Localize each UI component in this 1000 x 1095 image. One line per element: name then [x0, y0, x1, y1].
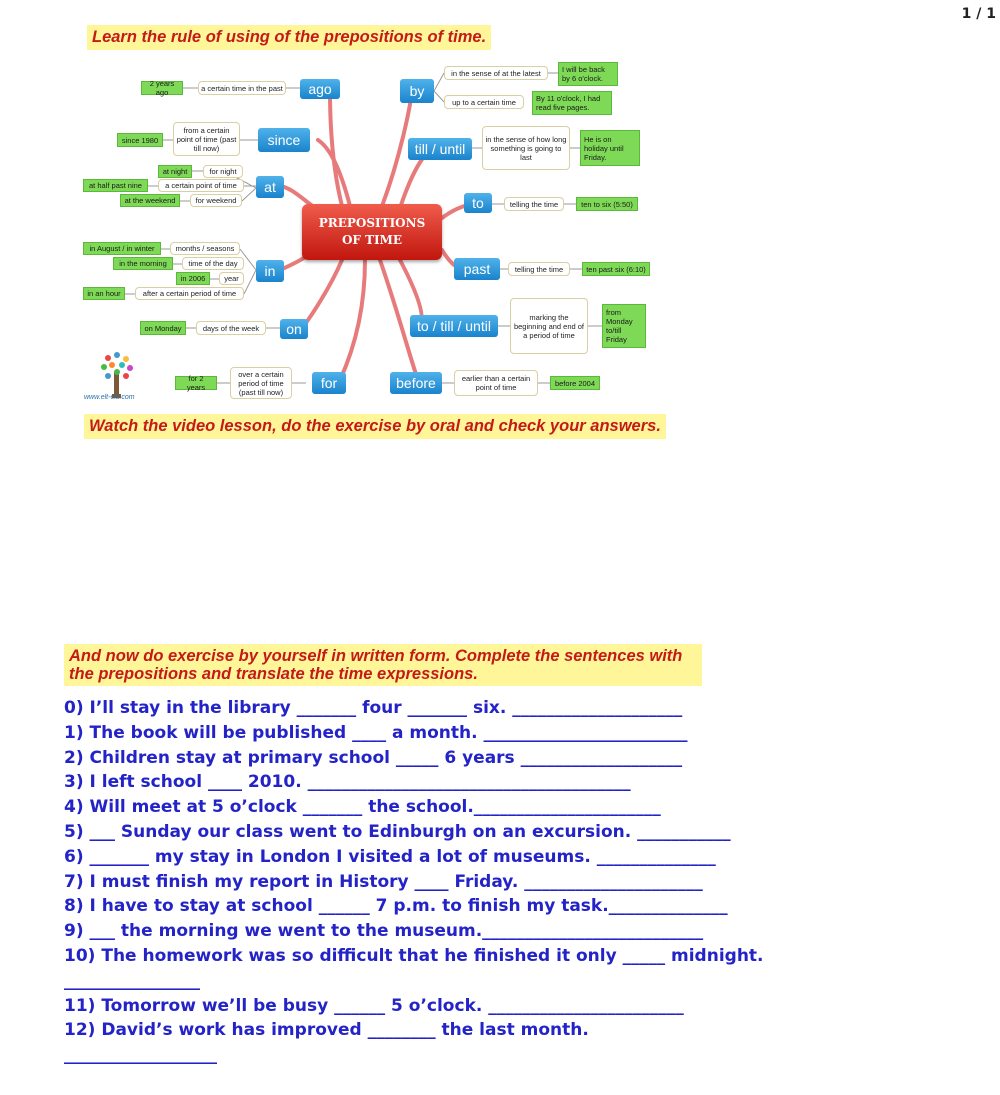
- till-until-desc: in the sense of how long something is going to last: [482, 126, 570, 170]
- to-till-until-example: from Monday to/till Friday: [602, 304, 646, 348]
- exercise-line: 10) The homework was so difficult that he finished it only _____ midnight.: [64, 945, 764, 966]
- exercise-line: 11) Tomorrow we’ll be busy ______ 5 o’clock. _______________________: [64, 995, 684, 1016]
- exercise-line: 9) ___ the morning we went to the museum.__________________________: [64, 921, 704, 942]
- node-to-till-until: to / till / until: [410, 315, 498, 337]
- node-to: to: [464, 193, 492, 213]
- written-exercise-banner: And now do exercise by yourself in written form. Complete the sentences with the prepositions and translate the time expressions.: [64, 644, 702, 686]
- center-line-1: PREPOSITIONS: [318, 216, 426, 230]
- node-till-until: till / until: [408, 138, 472, 160]
- in-desc-2: time of the day: [182, 257, 244, 270]
- in-desc-3: year: [219, 272, 244, 285]
- elt-logo-text: www.elt-els.com: [84, 394, 135, 401]
- node-since: since: [258, 128, 310, 152]
- on-example: on Monday: [140, 321, 186, 335]
- in-example-3: in 2006: [176, 272, 210, 285]
- video-lesson-banner: Watch the video lesson, do the exercise by oral and check your answers.: [84, 414, 666, 439]
- at-example-1: at night: [158, 165, 192, 178]
- prepositions-mind-map: [80, 58, 660, 410]
- ago-example: 2 years ago: [141, 81, 183, 95]
- center-line-2: OF TIME: [341, 233, 403, 247]
- in-desc-4: after a certain period of time: [135, 287, 244, 300]
- at-example-3: at the weekend: [120, 194, 180, 207]
- on-desc: days of the week: [196, 321, 266, 335]
- ago-desc: a certain time in the past: [198, 81, 286, 95]
- past-example: ten past six (6:10): [582, 262, 650, 276]
- node-by: by: [400, 79, 434, 103]
- to-example: ten to six (5:50): [576, 197, 638, 211]
- exercise-list: [64, 696, 764, 1068]
- learn-rule-banner: Learn the rule of using of the prepositions of time.: [87, 25, 491, 50]
- node-past: past: [454, 258, 500, 280]
- at-desc-2: a certain point of time: [158, 179, 244, 192]
- node-at: at: [256, 176, 284, 198]
- at-example-2: at half past nine: [83, 179, 148, 192]
- node-ago: ago: [300, 79, 340, 99]
- for-desc: over a certain period of time (past till now): [230, 367, 292, 399]
- node-on: on: [280, 319, 308, 339]
- page-counter: 1 / 1: [961, 6, 996, 22]
- by-desc-2: up to a certain time: [444, 95, 524, 109]
- at-desc-1: for night: [203, 165, 243, 178]
- to-till-until-desc: marking the beginning and end of a period of time: [510, 298, 588, 354]
- in-desc-1: months / seasons: [170, 242, 240, 255]
- exercise-line: 2) Children stay at primary school _____ 6 years ___________________: [64, 747, 683, 768]
- in-example-4: in an hour: [83, 287, 125, 300]
- exercise-line: 6) _______ my stay in London I visited a lot of museums. ______________: [64, 846, 716, 867]
- exercise-line: 1) The book will be published ____ a month. ________________________: [64, 722, 688, 743]
- by-example-2: By 11 o'clock, I had read five pages.: [532, 91, 612, 115]
- exercise-line: 8) I have to stay at school ______ 7 p.m. to finish my task.______________: [64, 896, 728, 917]
- by-example-1: I will be back by 6 o'clock.: [558, 62, 618, 86]
- exercise-line: 4) Will meet at 5 o’clock _______ the school.______________________: [64, 797, 661, 818]
- exercise-line: 0) I’ll stay in the library _______ four _______ six. ____________________: [64, 698, 683, 718]
- to-desc: telling the time: [504, 197, 564, 211]
- exercise-line: 7) I must finish my report in History ____ Friday. _____________________: [64, 871, 703, 892]
- by-desc-1: in the sense of at the latest: [444, 66, 548, 80]
- past-desc: telling the time: [508, 262, 570, 276]
- before-desc: earlier than a certain point of time: [454, 370, 538, 396]
- in-example-2: in the morning: [113, 257, 173, 270]
- at-desc-3: for weekend: [190, 194, 242, 207]
- in-example-1: in August / in winter: [83, 242, 161, 255]
- till-until-example: He is on holiday until Friday.: [580, 130, 640, 166]
- mind-map-center: [302, 204, 442, 260]
- exercise-line: __________________: [64, 1045, 217, 1066]
- since-example: since 1980: [117, 133, 163, 147]
- exercise-line: ________________: [64, 970, 200, 991]
- since-desc: from a certain point of time (past till now): [173, 122, 240, 156]
- exercise-line: 5) ___ Sunday our class went to Edinburgh on an excursion. ___________: [64, 821, 731, 842]
- before-example: before 2004: [550, 376, 600, 390]
- exercise-line: 3) I left school ____ 2010. ______________________________________: [64, 772, 631, 793]
- for-example: for 2 years: [175, 376, 217, 390]
- node-in: in: [256, 260, 284, 282]
- node-before: before: [390, 372, 442, 394]
- exercise-line: 12) David’s work has improved ________ the last month.: [64, 1020, 589, 1041]
- node-for: for: [312, 372, 346, 394]
